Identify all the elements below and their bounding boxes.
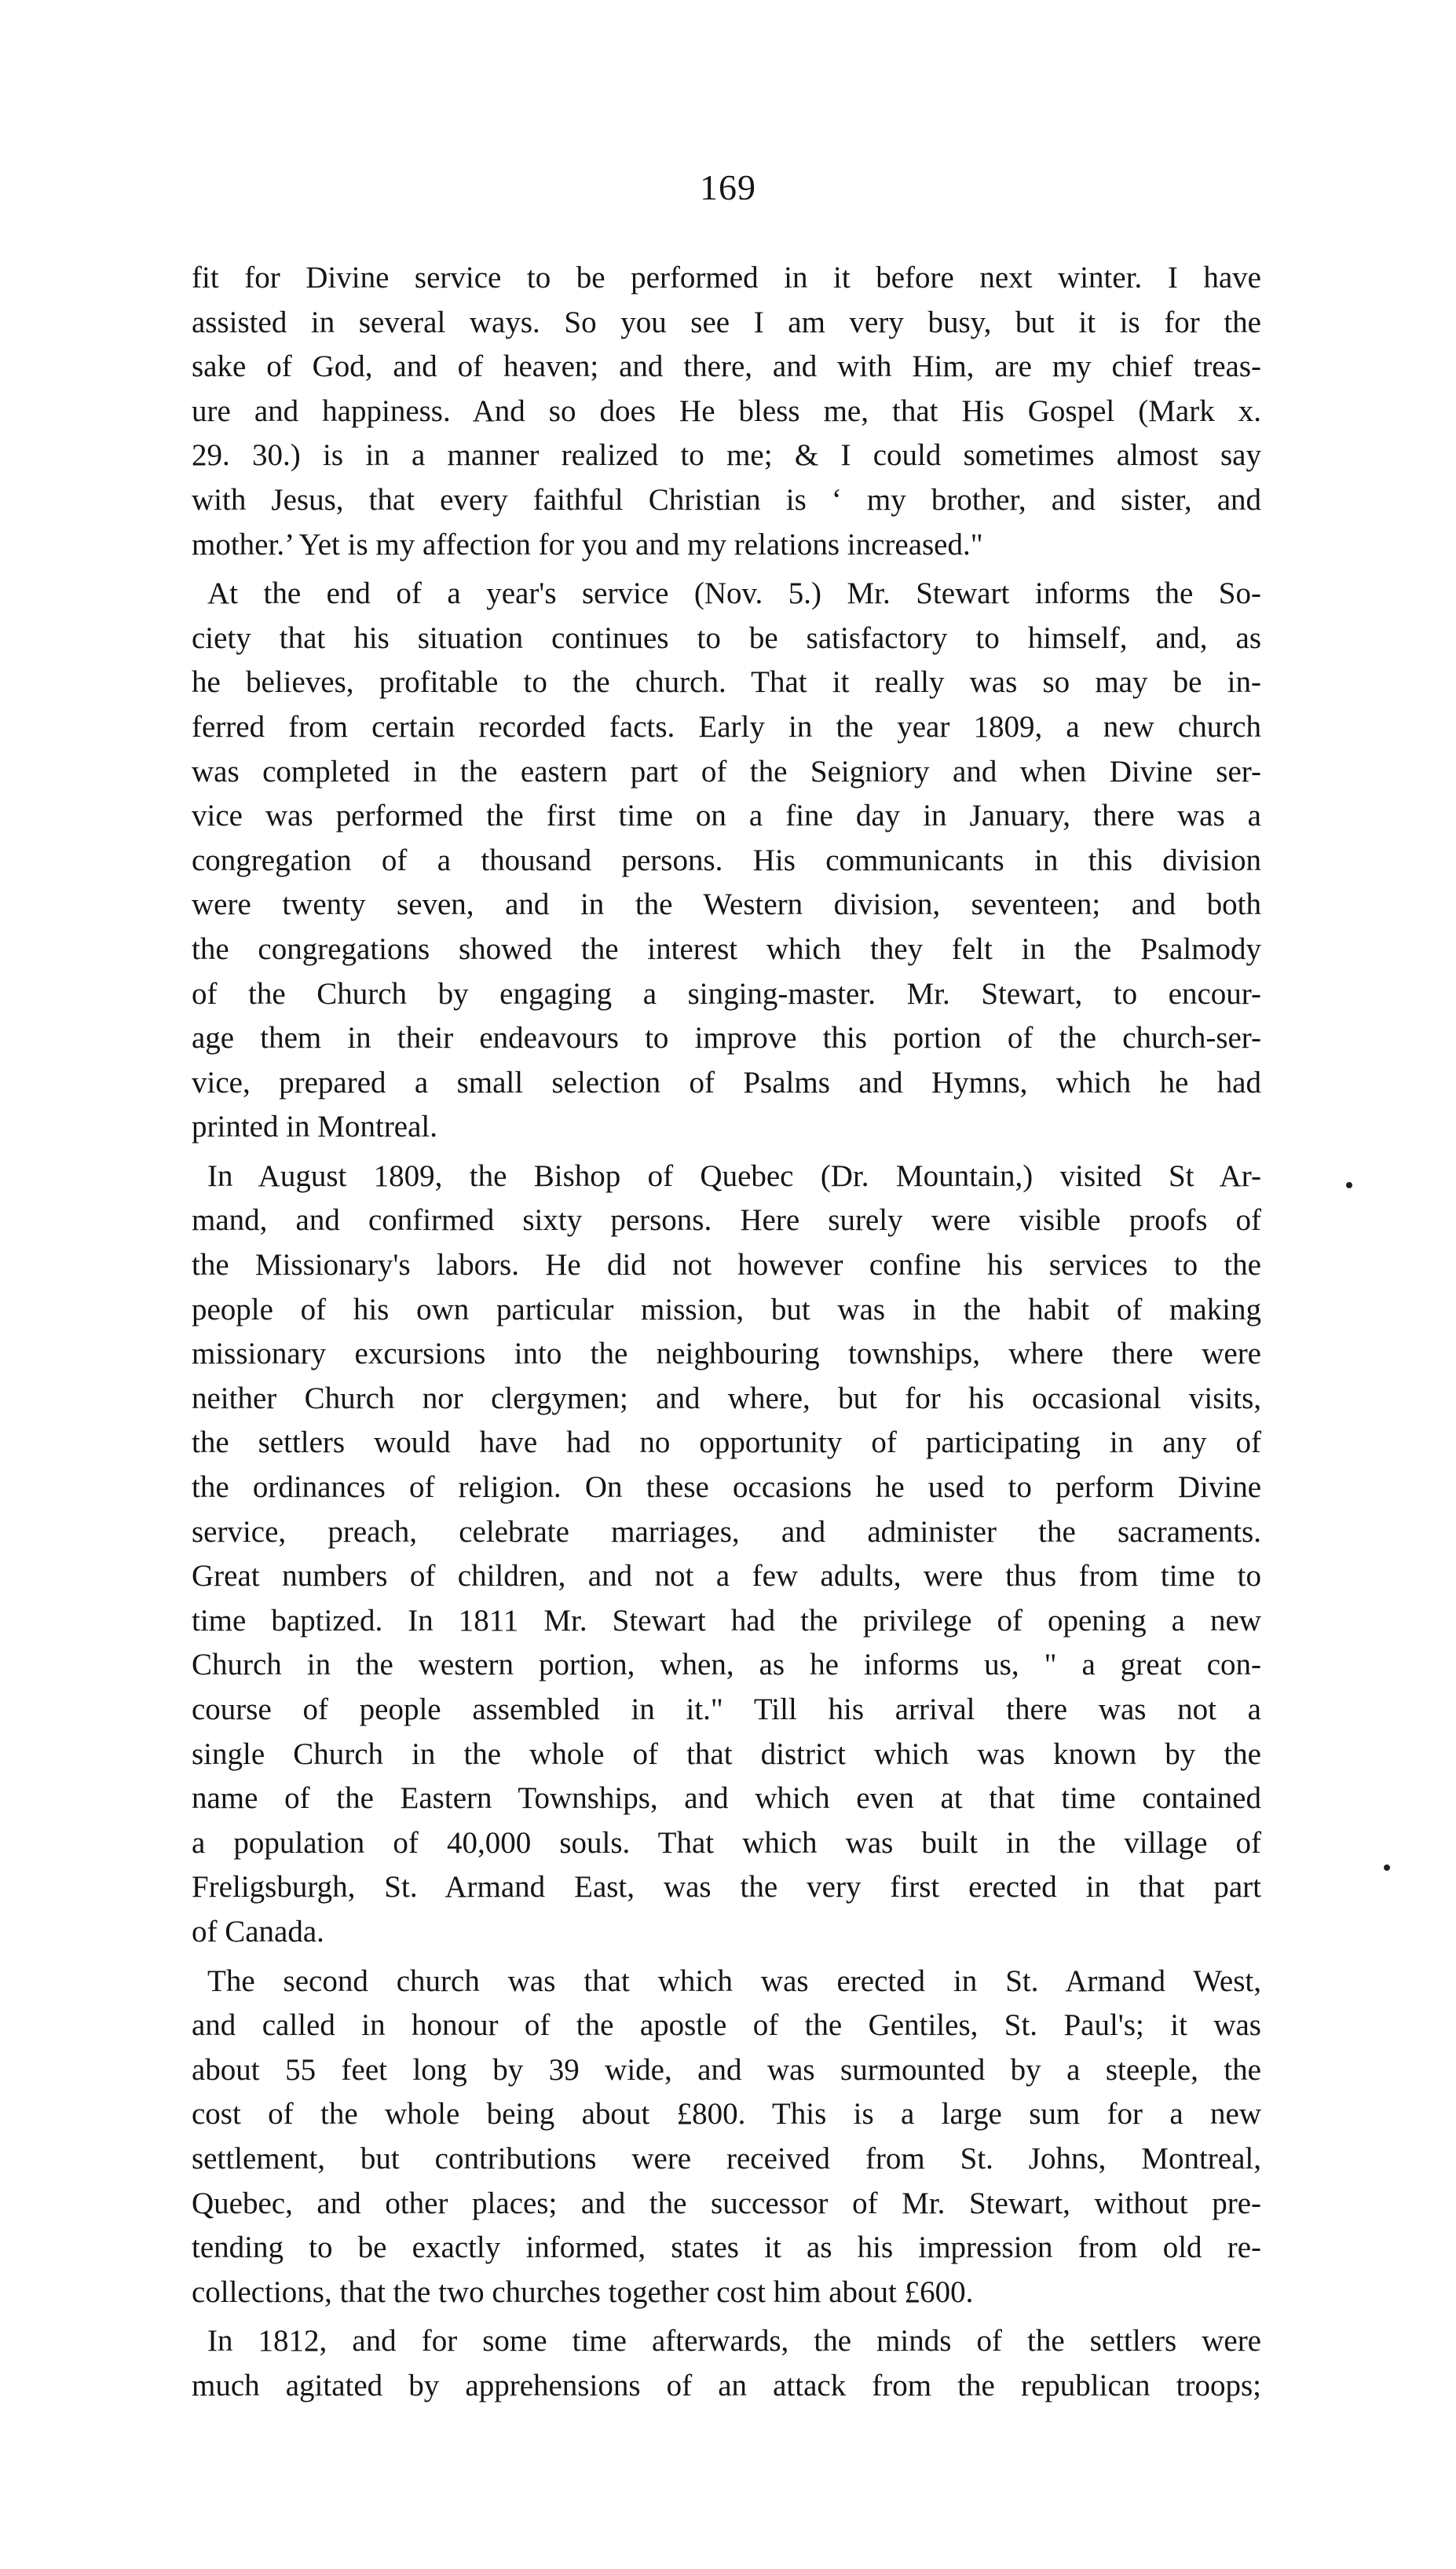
text-line: service, preach, celebrate marriages, and administer the sacraments. [192,1514,1261,1549]
text-line: neither Church nor clergymen; and where, but for his occasional visits, [192,1381,1261,1415]
text-line: Church in the western portion, when, as he informs us, " a great con- [192,1648,1261,1682]
text-line: 29. 30.) is in a manner realized to me; & I could sometimes almost say [192,438,1261,473]
margin-speck [1384,1865,1390,1871]
text-line: mother.’ Yet is my affection for you and my relations increased." [192,527,983,562]
text-line: vice, prepared a small selection of Psalms and Hymns, which he had [192,1065,1261,1100]
text-line: vice was performed the first time on a fine day in January, there was a [192,799,1261,833]
text-line: a population of 40,000 souls. That which was built in the village of [192,1825,1261,1860]
page-number: 169 [700,167,756,207]
text-line: tending to be exactly informed, states it as his impression from old re- [192,2230,1261,2265]
text-line: the settlers would have had no opportunity of participating in any of [192,1425,1261,1460]
text-line: were twenty seven, and in the Western division, seventeen; and both [192,887,1261,922]
paragraph [192,256,1261,567]
text-line: ure and happiness. And so does He bless me, that His Gospel (Mark x. [192,393,1261,428]
text-line: printed in Montreal. [192,1110,438,1144]
page-body-text [192,256,1261,2409]
paragraph [192,1155,1261,1955]
text-line: collections, that the two churches together cost him about £600. [192,2274,974,2309]
text-line: cost of the whole being about £800. This is a large sum for a new [192,2097,1261,2132]
text-line: settlement, but contributions were received from St. Johns, Montreal, [192,2141,1261,2176]
text-line: the congregations showed the interest which they felt in the Psalmody [192,931,1261,966]
text-line: Quebec, and other places; and the successor of Mr. Stewart, without pre- [192,2186,1261,2220]
text-line: and called in honour of the apostle of the Gentiles, St. Paul's; it was [192,2008,1261,2043]
text-line: ferred from certain recorded facts. Early in the year 1809, a new church [192,709,1261,744]
text-line: assisted in several ways. So you see I am very busy, but it is for the [192,305,1261,339]
text-line: was completed in the eastern part of the Seigniory and when Divine ser- [192,754,1261,789]
text-line: he believes, profitable to the church. That it really was so may be in- [192,665,1261,700]
paragraph [192,2319,1261,2408]
text-line: of Canada. [192,1914,324,1949]
text-line: In August 1809, the Bishop of Quebec (Dr. Mountain,) visited St Ar- [207,1158,1261,1193]
text-line: of the Church by engaging a singing-master. Mr. Stewart, to encour- [192,976,1261,1011]
paragraph [192,1960,1261,2315]
text-line: In 1812, and for some time afterwards, the minds of the settlers were [207,2324,1261,2359]
text-line: single Church in the whole of that district which was known by the [192,1736,1261,1771]
text-line: At the end of a year's service (Nov. 5.) Mr. Stewart informs the So- [207,576,1261,611]
text-line: course of people assembled in it." Till his arrival there was not a [192,1693,1261,1726]
text-line: The second church was that which was erected in St. Armand West, [207,1963,1261,1998]
margin-speck [1346,1182,1352,1188]
text-line: mand, and confirmed sixty persons. Here surely were visible proofs of [192,1203,1261,1238]
text-line: Freligsburgh, St. Armand East, was the very first erected in that part [192,1870,1261,1905]
text-line: Great numbers of children, and not a few adults, were thus from time to [192,1559,1261,1594]
text-line: sake of God, and of heaven; and there, and with Him, are my chief treas- [192,349,1261,384]
text-line: much agitated by apprehensions of an attack from the republican troops; [192,2368,1261,2402]
text-line: time baptized. In 1811 Mr. Stewart had the privilege of opening a new [192,1603,1261,1638]
text-line: fit for Divine service to be performed in it before next winter. I have [192,261,1261,295]
text-line: the ordinances of religion. On these occasions he used to perform Divine [192,1470,1261,1505]
text-line: people of his own particular mission, but was in the habit of making [192,1292,1261,1327]
text-line: congregation of a thousand persons. His communicants in this division [192,843,1261,877]
text-line: ciety that his situation continues to be satisfactory to himself, and, as [192,620,1261,655]
text-line: age them in their endeavours to improve this portion of the church-ser- [192,1021,1261,1056]
paragraph [192,572,1261,1150]
text-line: with Jesus, that every faithful Christian is ‘ my brother, and sister, and [192,482,1261,517]
text-line: missionary excursions into the neighbouring townships, where there were [192,1337,1261,1371]
text-line: about 55 feet long by 39 wide, and was surmounted by a steeple, the [192,2052,1261,2087]
text-line: the Missionary's labors. He did not however confine his services to the [192,1248,1261,1283]
text-line: name of the Eastern Townships, and which even at that time contained [192,1781,1261,1816]
